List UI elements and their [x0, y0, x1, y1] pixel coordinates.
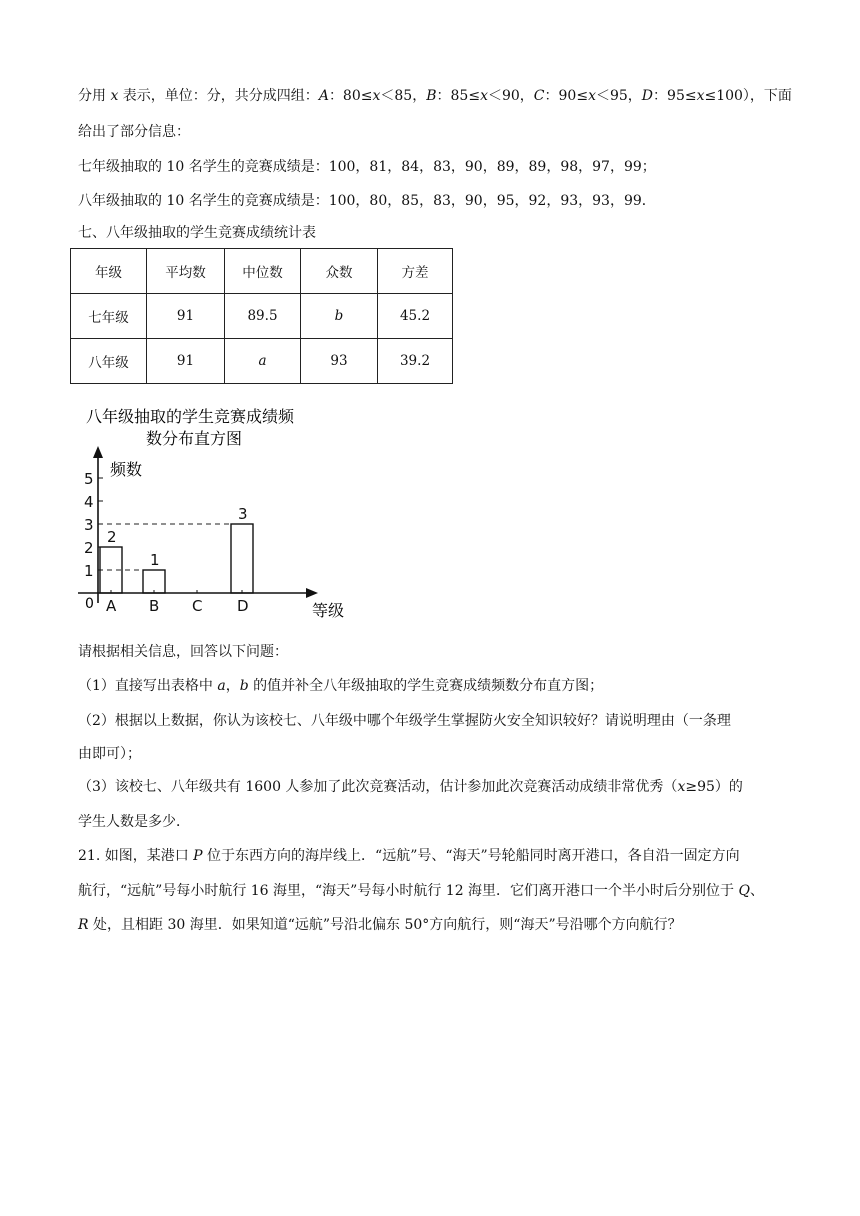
y-tick-label: 3	[84, 516, 94, 534]
header-cell: 平均数	[147, 249, 225, 294]
point-p: P	[193, 848, 203, 864]
header-cell: 方差	[378, 249, 453, 294]
table-cell: 39.2	[378, 339, 453, 384]
y-tick-label: 1	[84, 562, 94, 580]
problem-21-line-3	[78, 915, 682, 935]
group-b: B	[426, 88, 437, 104]
header-cell: 年级	[71, 249, 147, 294]
y-tick-label: 5	[84, 470, 94, 488]
text: （1）直接写出表格中	[78, 678, 218, 694]
group-d: D	[641, 88, 654, 104]
text: ＜90，	[487, 88, 534, 104]
origin-label: 0	[85, 596, 94, 612]
var-x: x	[480, 88, 488, 104]
text: ＜85，	[380, 88, 427, 104]
text: 表示，单位：分，共分成四组：	[118, 88, 319, 104]
text: 航行，“远航”号每小时航行 16 海里，“海天”号每小时航行 12 海里．它们离开港口一个半小时后分别位于	[78, 883, 739, 899]
table-cell: 七年级	[71, 294, 147, 339]
var-a: a	[217, 678, 226, 694]
x-category-label: C	[192, 597, 203, 615]
questions-prompt: 请根据相关信息，回答以下问题：	[78, 644, 288, 660]
chart-title-line-1: 八年级抽取的学生竞赛成绩频	[86, 407, 295, 426]
header-cell: 中位数	[225, 249, 301, 294]
point-r: R	[78, 917, 89, 933]
question-3-line-1	[78, 777, 743, 797]
table-cell: 89.5	[225, 294, 301, 339]
var-x: x	[677, 779, 686, 795]
var-x: x	[588, 88, 596, 104]
text: ，	[225, 678, 240, 694]
x-category-label: A	[106, 597, 117, 615]
table-cell: 91	[147, 294, 225, 339]
text: ：95≤	[653, 88, 697, 104]
var-x: x	[372, 88, 381, 104]
table-cell: b	[301, 294, 378, 339]
text: 的值并补全八年级抽取的学生竞赛成绩频数分布直方图；	[248, 678, 604, 694]
intro-line-2: 给出了部分信息：	[78, 124, 190, 140]
frequency-histogram	[60, 398, 360, 628]
table-header-row	[71, 249, 453, 294]
text: ：80≤	[328, 88, 373, 104]
text: （3）该校七、八年级共有 1600 人参加了此次竞赛活动，估计参加此次竞赛活动成绩非常优秀（	[78, 779, 678, 795]
y-tick-label: 2	[84, 539, 94, 557]
grade7-scores: 七年级抽取的 10 名学生的竞赛成绩是：100，81，84，83，90，89，89，98，97，99；	[78, 159, 656, 175]
bar-data-label: 2	[107, 528, 117, 546]
problem-21-line-2	[78, 881, 764, 901]
stats-table	[70, 248, 453, 384]
var-b: b	[239, 678, 249, 694]
group-c: C	[533, 88, 545, 104]
question-2-line-2: 由即可）；	[78, 746, 141, 762]
text: 位于东西方向的海岸线上．“远航”号、“海天”号轮船同时离开港口，各自沿一固定方向	[202, 848, 740, 864]
text: ：85≤	[436, 88, 481, 104]
chart-title-line-2: 数分布直方图	[146, 429, 243, 448]
grade8-scores: 八年级抽取的 10 名学生的竞赛成绩是：100，80，85，83，90，95，92，93，93，99．	[78, 193, 656, 209]
y-axis-arrow	[93, 446, 103, 458]
table-cell: a	[225, 339, 301, 384]
x-axis-label: 等级	[312, 601, 345, 620]
text: ≥95）的	[685, 779, 743, 795]
group-a: A	[318, 88, 329, 104]
table-row	[71, 339, 453, 384]
text: 21. 如图，某港口	[78, 848, 194, 864]
histogram-bar	[143, 570, 165, 593]
question-1	[78, 676, 603, 696]
problem-21-line-1	[78, 846, 740, 866]
text: 处，且相距 30 海里．如果知道“远航”号沿北偏东 50°方向航行，则“海天”号沿哪个方向航行？	[88, 917, 682, 933]
text: ：90≤	[544, 88, 589, 104]
bar-data-label: 3	[238, 505, 248, 523]
table-row	[71, 294, 453, 339]
x-axis-arrow	[306, 588, 318, 598]
text: ≤100），下面	[704, 88, 792, 104]
table-cell: 93	[301, 339, 378, 384]
x-category-label: D	[237, 597, 249, 615]
question-3-line-2: 学生人数是多少．	[78, 814, 190, 830]
y-tick-label: 4	[84, 493, 94, 511]
x-category-label: B	[149, 597, 160, 615]
table-cell: 91	[147, 339, 225, 384]
table-cell: 45.2	[378, 294, 453, 339]
intro-line-1	[78, 86, 792, 106]
bar-data-label: 1	[150, 551, 160, 569]
header-cell: 众数	[301, 249, 378, 294]
y-axis-label: 频数	[110, 460, 143, 479]
text: 分用	[78, 88, 111, 104]
question-2-line-1: （2）根据以上数据，你认为该校七、八年级中哪个年级学生掌握防火安全知识较好？请说明理由（一条理	[78, 713, 731, 729]
point-q: Q	[738, 883, 750, 899]
histogram-bar	[231, 524, 253, 593]
table-caption: 七、八年级抽取的学生竞赛成绩统计表	[78, 225, 316, 241]
text: ＜95，	[595, 88, 642, 104]
table-cell: 八年级	[71, 339, 147, 384]
var-x: x	[696, 88, 705, 104]
var-x: x	[110, 88, 119, 104]
text: 、	[750, 883, 764, 899]
